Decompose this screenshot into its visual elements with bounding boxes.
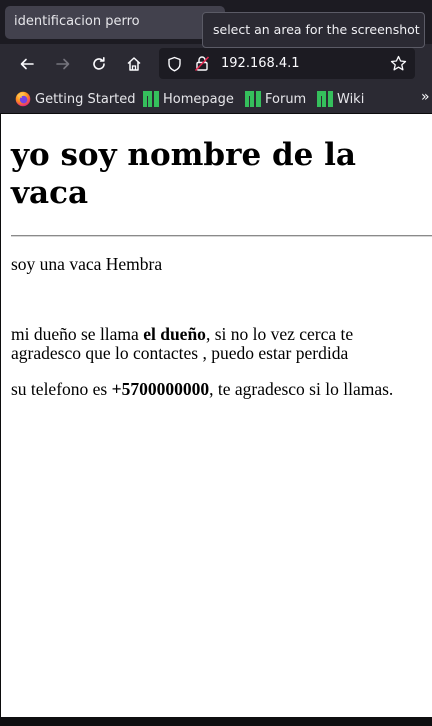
phone-number: +5700000000	[111, 379, 210, 399]
owner-prefix: mi dueño se llama	[11, 324, 144, 344]
tab-active[interactable]	[5, 6, 225, 39]
url-bar[interactable]	[159, 48, 415, 79]
horizontal-rule	[11, 235, 432, 237]
navigation-bar	[0, 44, 432, 84]
shield-icon[interactable]	[167, 56, 182, 72]
home-button[interactable]	[122, 52, 146, 76]
bookmarks-overflow-icon[interactable]: »	[421, 89, 430, 105]
manjaro-icon	[245, 91, 261, 107]
manjaro-icon	[143, 91, 159, 107]
bookmark-label: Getting Started	[35, 91, 136, 107]
reload-button[interactable]	[87, 52, 111, 76]
url-text[interactable]: 192.168.4.1	[221, 56, 300, 71]
tab-strip	[0, 0, 432, 44]
bottom-border	[0, 717, 432, 726]
back-button[interactable]	[15, 52, 39, 76]
bookmark-label: Wiki	[337, 91, 365, 107]
page-heading: yo soy nombre de la vaca	[11, 137, 357, 211]
phone-prefix: su telefono es	[11, 379, 112, 399]
firefox-icon	[15, 91, 31, 107]
bookmark-homepage[interactable]	[143, 90, 234, 108]
tab-title: identificacion perro	[14, 14, 140, 29]
forward-arrow-icon	[55, 56, 71, 72]
reload-icon	[91, 56, 107, 72]
manjaro-icon	[317, 91, 333, 107]
owner-line	[11, 325, 426, 363]
bookmark-wiki[interactable]	[317, 90, 364, 108]
bookmark-label: Homepage	[163, 91, 234, 107]
page-content	[1, 114, 432, 717]
insecure-lock-icon[interactable]	[194, 55, 210, 72]
bookmarks-toolbar	[0, 84, 432, 114]
sex-line: soy una vaca Hembra	[11, 254, 163, 274]
home-icon	[126, 56, 142, 72]
tooltip-text: select an area for the screenshot	[213, 22, 420, 37]
forward-button[interactable]	[51, 52, 75, 76]
phone-suffix: , te agradesco si lo llamas.	[209, 379, 394, 399]
phone-line	[11, 380, 426, 399]
bookmark-star-icon[interactable]	[390, 55, 407, 72]
bookmark-getting-started[interactable]	[15, 90, 136, 108]
owner-suffix: , si no lo vez cerca te agradesco que lo contactes , puedo estar perdida	[11, 324, 354, 363]
bookmark-label: Forum	[265, 91, 307, 107]
bookmark-forum[interactable]	[245, 90, 306, 108]
screenshot-tooltip	[202, 12, 425, 48]
back-arrow-icon	[19, 56, 35, 72]
owner-name: el dueño	[143, 324, 206, 344]
